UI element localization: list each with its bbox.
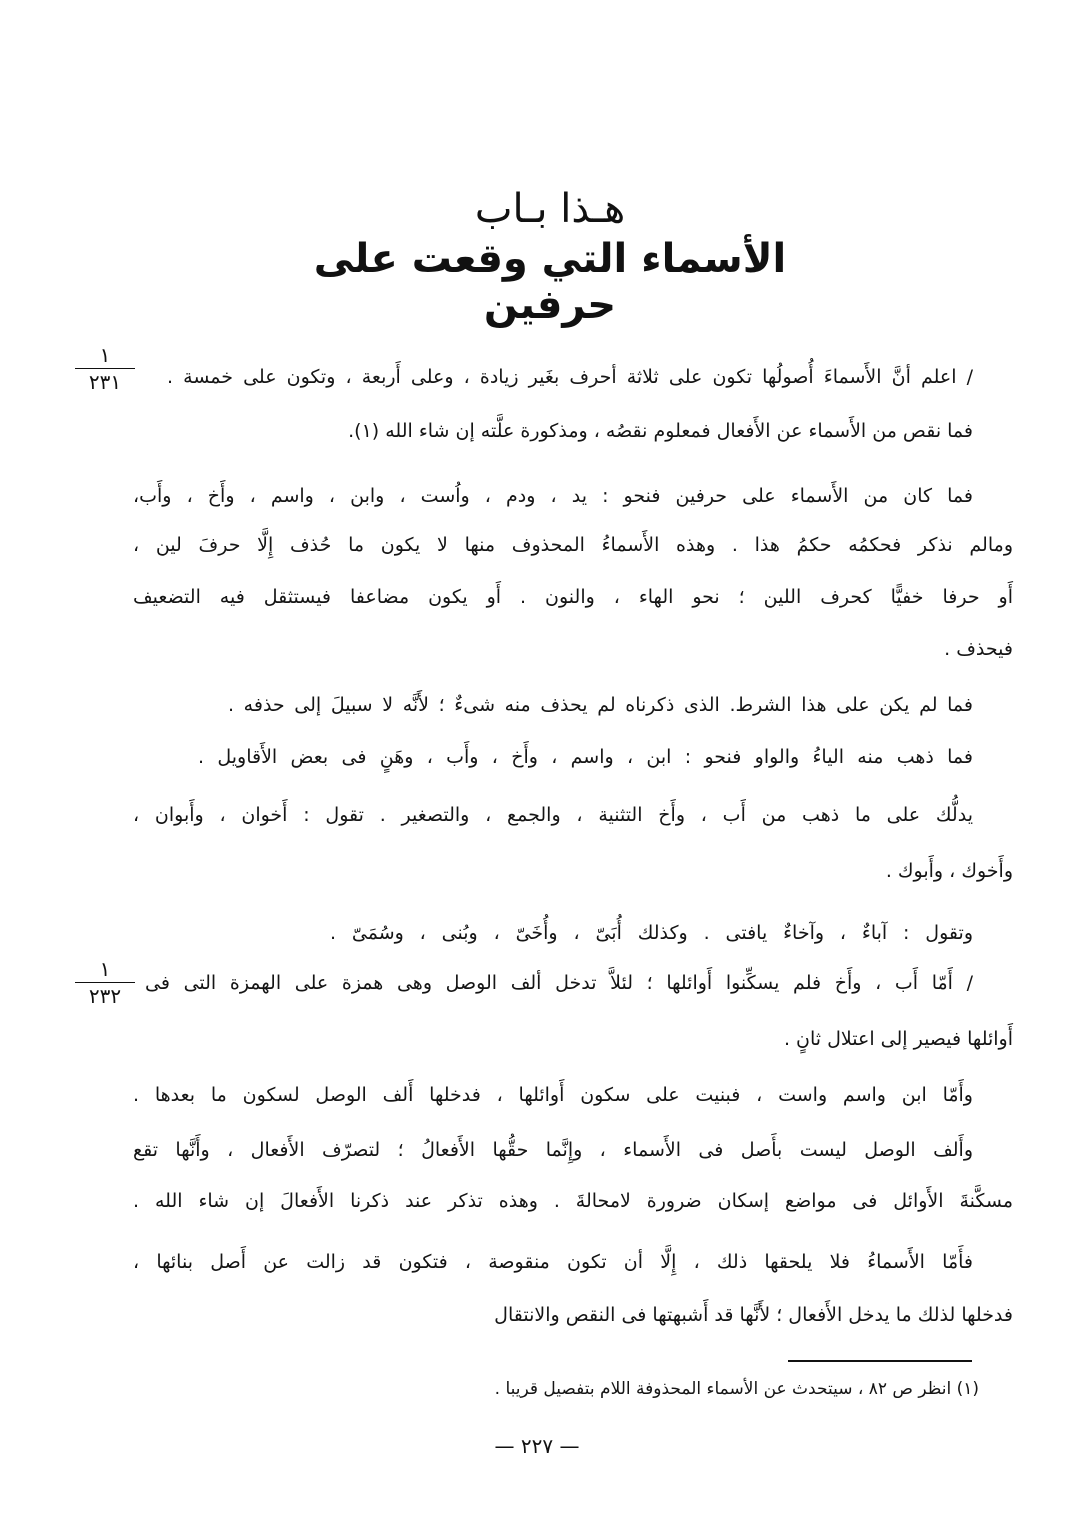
margin-page-reference — [75, 344, 135, 393]
body-text-line: فدخلها لذلك ما يدخل الأَفعال ؛ لأَنَّها قد أَشبهتها فى النقص والانتقال — [494, 1304, 1013, 1326]
body-text-line: فأَمّا الأَسماءُ فلا يلحقها ذلك ، إِلَّا أن تكون منقوصة ، فتكون قد زالت عن أَصل بنائها ، — [133, 1251, 973, 1273]
margin-reference-page: ٢٣١ — [88, 370, 122, 394]
body-text-line: ومالم نذكر فحكمُه حكمُ هذا . وهذه الأَسماءُ المحذوف منها لا يكون ما حُذف إِلَّا حرفَ لين ، — [133, 534, 1013, 556]
body-text-line: فما نقص من الأَسماء عن الأَفعال فمعلوم نقصُه ، ومذكورة علَّته إن شاء الله (١). — [348, 420, 973, 442]
margin-reference-page: ٢٣٢ — [88, 984, 122, 1008]
body-text-line: وأَخوك ، وأَبوك . — [885, 860, 1013, 882]
page-number: — ٢٢٧ — — [494, 1434, 580, 1458]
body-text-line: وأَلف الوصل ليست بأَصل فى الأَسماء ، وإِنَّما حقُّها الأَفعالُ ؛ لتصرّف الأَفعال ، وأَنَّها تقع — [133, 1139, 973, 1161]
margin-reference-volume: ١ — [75, 958, 135, 983]
body-text-line: فما ذهب منه الياءُ والواو فنحو : ابن ، واسم ، وأَخ ، وأَب ، وهَنٍ فى بعض الأَقاويل . — [198, 746, 973, 768]
body-text-line: وأَمّا ابن واسم واست ، فبنيت على سكون أَوائلها ، فدخلها أَلف الوصل لسكون ما بعدها . — [133, 1084, 973, 1106]
body-text-line: فيحذف . — [944, 638, 1013, 660]
body-text-line: أَوائلها فيصير إلى اعتلال ثانٍ . — [783, 1028, 1013, 1050]
chapter-heading-line-1: هـذا بـاب — [474, 186, 626, 232]
body-text-line: / اعلم أنَّ الأَسماءَ أُصولُها تكون على ثلاثة أحرف بغَير زيادة ، وعلى أَربعة ، وتكون على خمسة . — [167, 366, 973, 388]
footnote-divider — [788, 1360, 972, 1362]
body-text-line: مسكَّنةَ الأَوائل فى مواضع إسكان ضرورة لامحالةَ . وهذه تذكر عند ذكرنا الأَفعالَ إن شاء الله . — [133, 1190, 1013, 1212]
margin-page-reference — [75, 958, 135, 1007]
body-text-line: يدلُّك على ما ذهب من أَب ، وأَخ التثنية ، والجمع ، والتصغير . تقول : أَخوان ، وأَبوان ، — [133, 804, 973, 826]
footnote: (١) انظر ص ٨٢ ، سيتحدث عن الأسماء المحذوفة اللام بتفصيل قريبا . — [494, 1379, 979, 1399]
body-text-line: / أَمّا أَب ، وأَخ فلم يسكِّنوا أَوائلها ؛ لئلاَّ تدخل ألف الوصل وهى همزة على الهمزة التى فى — [145, 972, 973, 994]
body-text-line: فما كان من الأَسماء على حرفين فنحو : يد ، ودم ، واُست ، وابن ، واسم ، وأَخ ، وأَب، — [133, 485, 973, 507]
body-text-line: أَو حرفا خفيًّا كحرف اللين ؛ نحو الهاء ، والنون . أَو يكون مضاعفا فيستثقل فيه التضعيف — [133, 586, 1013, 608]
body-text-line: وتقول : آباءٌ ، وآخاءٌ يافتى . وكذلك أُبَىّ ، وأُخَىّ ، وبُنى ، وسُمَىّ . — [330, 922, 973, 944]
body-text-line: فما لم يكن على هذا الشرط. الذى ذكرناه لم يحذف منه شىءٌ ؛ لأَنَّه لا سبيلَ إلى حذفه . — [228, 694, 973, 716]
margin-reference-volume: ١ — [75, 344, 135, 369]
chapter-heading-line-2: الأسماء التي وقعت على حرفين — [313, 236, 787, 328]
